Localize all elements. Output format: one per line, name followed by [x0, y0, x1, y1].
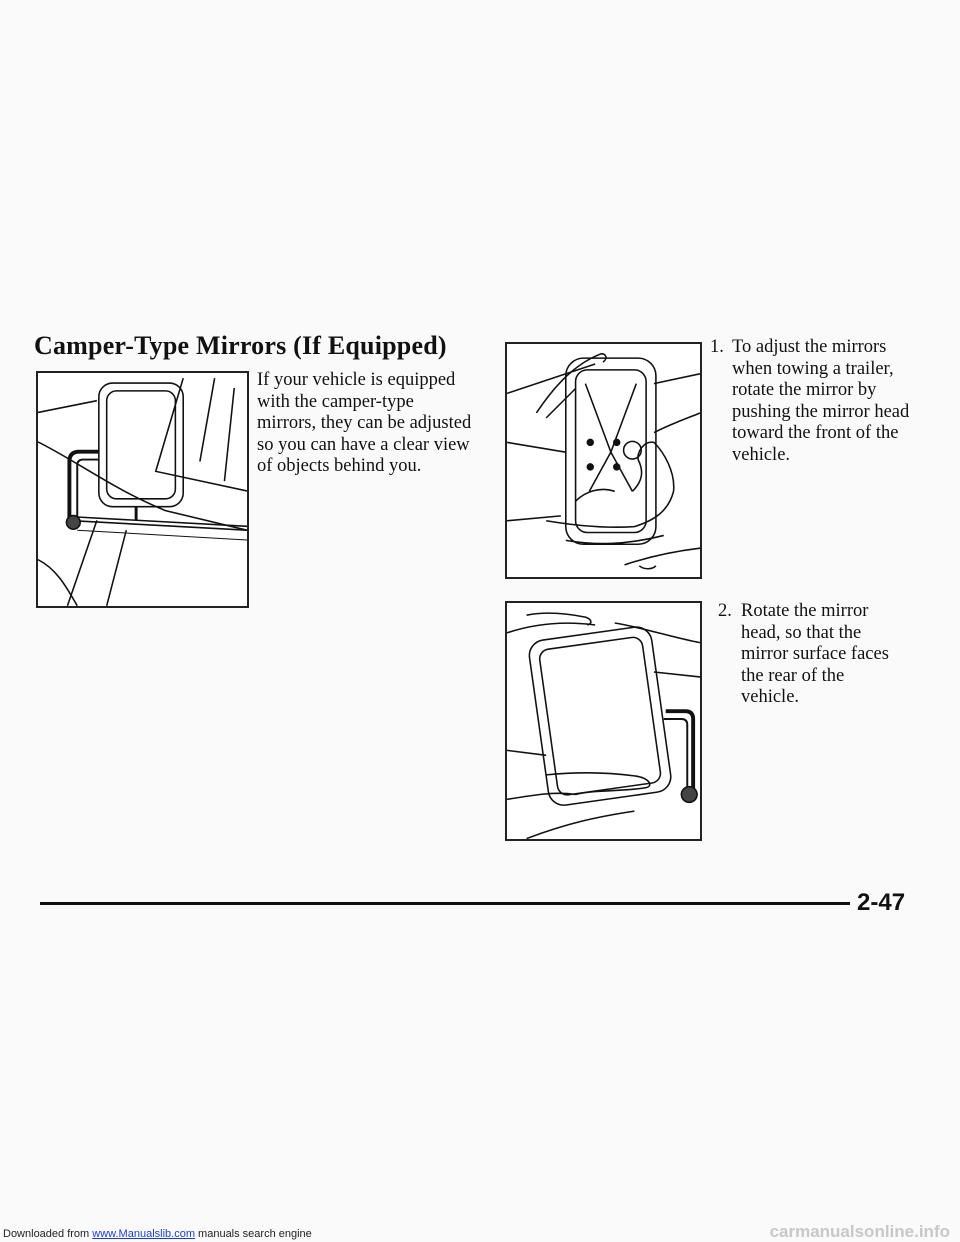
page-number: 2-47 — [857, 889, 906, 916]
footer-suffix: manuals search engine — [198, 1228, 312, 1240]
download-footer — [3, 1228, 312, 1240]
page-title: Camper-Type Mirrors (If Equipped) — [34, 331, 447, 360]
intro-paragraph: If your vehicle is equipped with the camper-type mirrors, they can be adjusted so you can have a clear view of objects behind you. — [257, 370, 472, 476]
hand-rotating-mirror-forward-illustration — [505, 342, 702, 579]
step-2-number: 2. — [718, 601, 732, 621]
camper-mirror-illustration — [36, 371, 249, 608]
step-1-number: 1. — [710, 337, 724, 357]
footer-rule — [40, 902, 850, 905]
footer-prefix: Downloaded from — [3, 1228, 90, 1240]
hand-rotating-mirror-rear-illustration — [505, 601, 702, 841]
step-2-text: Rotate the mirror head, so that the mirror surface faces the rear of the vehicle. — [741, 601, 889, 707]
step-1-text: To adjust the mirrors when towing a trailer, rotate the mirror by pushing the mirror head toward the front of the vehicle. — [732, 337, 910, 465]
manualslib-link[interactable]: www.Manualslib.com — [92, 1228, 195, 1240]
watermark: carmanualsonline.info — [769, 1222, 950, 1241]
